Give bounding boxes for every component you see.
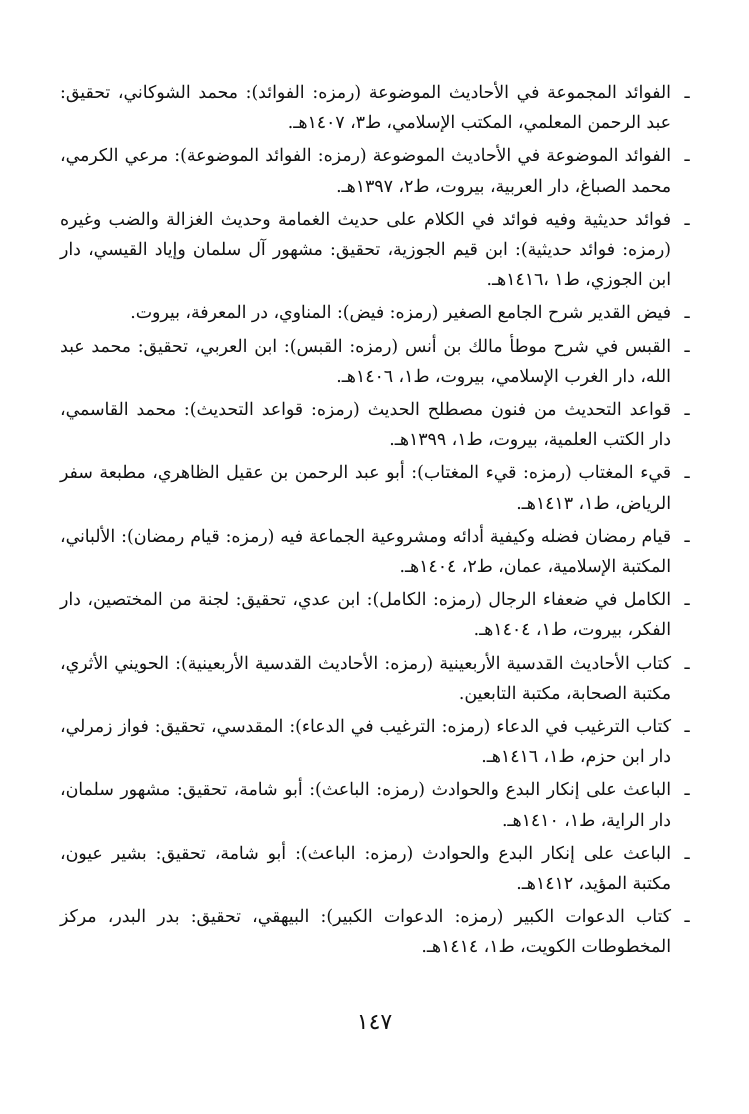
bibliography-entry [60, 522, 701, 582]
entry-text: الكامل في ضعفاء الرجال (رمزه: الكامل): ابن عدي، تحقيق: لجنة من المختصين، دار الفكر، بيروت، ط١، ١٤٠٤هـ. [60, 590, 671, 641]
bibliography-entry [60, 839, 701, 899]
entry-text: قيام رمضان فضله وكيفية أدائه ومشروعية الجماعة فيه (رمزه: قيام رمضان): الألباني، المكتبة الإسلامية، عمان، ط٢، ١٤٠٤هـ. [60, 526, 671, 578]
bibliography-entry [60, 298, 701, 328]
bibliography-entry [60, 649, 701, 709]
entry-text: القبس في شرح موطأ مالك بن أنس (رمزه: القبس): ابن العربي، تحقيق: محمد عبد الله، دار الغرب الإسلامي، بيروت، ط١، ١٤٠٦هـ. [60, 336, 671, 387]
entry-text: الفوائد الموضوعة في الأحاديث الموضوعة (رمزه: الفوائد الموضوعة): مرعي الكرمي، محمد الصباغ، دار العربية، بيروت، ط٢، ١٣٩٧هـ. [60, 146, 671, 197]
bibliography-entry [60, 775, 701, 835]
entry-marker: ـ [684, 526, 690, 547]
entry-marker: ـ [684, 907, 690, 928]
entry-marker: ـ [684, 780, 690, 801]
entry-marker: ـ [684, 590, 690, 611]
entry-text: قيء المغتاب (رمزه: قيء المغتاب): أبو عبد الرحمن بن عقيل الظاهري، مطبعة سفر الرياض، ط١، ١٤١٣هـ. [60, 463, 671, 514]
bibliography-entry [60, 205, 701, 296]
entry-text: قواعد التحديث من فنون مصطلح الحديث (رمزه: قواعد التحديث): محمد القاسمي، دار الكتب العلمية، بيروت، ط١، ١٣٩٩هـ. [60, 400, 671, 451]
entry-marker: ـ [684, 843, 690, 864]
entry-marker: ـ [684, 303, 690, 324]
bibliography-entry [60, 902, 701, 962]
entry-marker: ـ [684, 83, 690, 103]
entry-marker: ـ [684, 146, 690, 167]
entry-marker: ـ [684, 653, 690, 674]
bibliography-entry [60, 332, 701, 392]
bibliography-entry [60, 78, 701, 138]
bibliography-entry [60, 585, 701, 645]
entry-text: كتاب الترغيب في الدعاء (رمزه: الترغيب في الدعاء): المقدسي، تحقيق: فواز زمرلي، دار ابن حزم، ط١، ١٤١٦هـ. [60, 717, 671, 768]
bibliography-list [60, 78, 701, 966]
bibliography-entry [60, 141, 701, 201]
bibliography-entry [60, 712, 701, 772]
entry-text: كتاب الدعوات الكبير (رمزه: الدعوات الكبير): البيهقي، تحقيق: بدر البدر، مركز المخطوطات الكويت، ط١، ١٤١٤هـ. [60, 907, 671, 958]
entry-text: فيض القدير شرح الجامع الصغير (رمزه: فيض): المناوي، در المعرفة، بيروت. [130, 303, 671, 324]
entry-marker: ـ [684, 209, 690, 230]
entry-marker: ـ [684, 463, 690, 484]
entry-marker: ـ [684, 400, 690, 421]
entry-text: فوائد حديثية وفيه فوائد في الكلام على حديث الغمامة وحديث الغزالة والضب وغيره (رمزه: فوائد حديثية): ابن قيم الجوزية، تحقيق: مشهور آل سلمان وإياد القيسي، دار ابن الجوزي، ط١ ،١٤١٦هـ. [60, 209, 671, 291]
page-number: ١٤٧ [356, 1010, 393, 1035]
bibliography-entry [60, 458, 701, 518]
entry-text: الباعث على إنكار البدع والحوادث (رمزه: الباعث): أبو شامة، تحقيق: مشهور سلمان، دار الراية، ط١، ١٤١٠هـ. [60, 780, 671, 831]
entry-marker: ـ [684, 717, 690, 738]
entry-text: كتاب الأحاديث القدسية الأربعينية (رمزه: الأحاديث القدسية الأربعينية): الحويني الأثري، مكتبة الصحابة، مكتبة التابعين. [60, 653, 671, 704]
entry-text: الفوائد المجموعة في الأحاديث الموضوعة (رمزه: الفوائد): محمد الشوكاني، تحقيق: عبد الرحمن المعلمي، المكتب الإسلامي، ط٣، ١٤٠٧هـ. [60, 83, 671, 134]
entry-marker: ـ [684, 336, 690, 357]
entry-text: الباعث على إنكار البدع والحوادث (رمزه: الباعث): أبو شامة، تحقيق: بشير عيون، مكتبة المؤيد، ١٤١٢هـ. [60, 843, 671, 895]
bibliography-entry [60, 395, 701, 455]
